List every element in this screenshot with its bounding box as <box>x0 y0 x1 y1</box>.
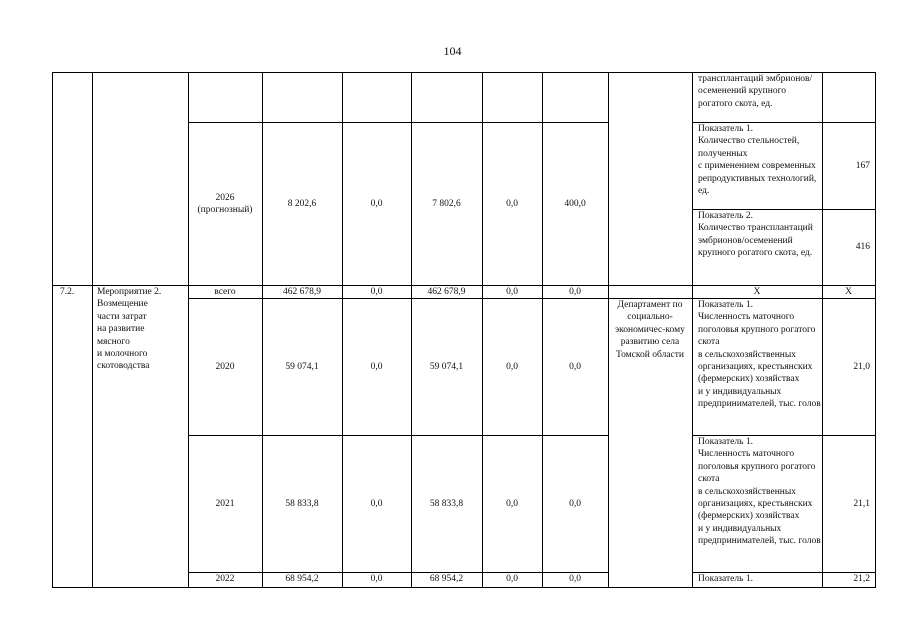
indicator-value: 21,1 <box>853 498 870 509</box>
extra-cell: 400,0 <box>564 198 586 209</box>
extra-cell: 0,0 <box>569 361 581 372</box>
regional-cell: 7 802,6 <box>432 198 461 209</box>
local-cell: 0,0 <box>506 361 518 372</box>
regional-cell: 68 954,2 <box>429 574 464 584</box>
total-cell: 58 833,8 <box>285 498 319 509</box>
indicator-value: 416 <box>855 242 870 253</box>
year-cell: 2021 <box>215 498 235 509</box>
indicator-value: X <box>845 287 852 297</box>
local-cell: 0,0 <box>506 498 518 509</box>
total-cell: 59 074,1 <box>285 361 319 372</box>
local-cell: 0,0 <box>506 198 518 209</box>
federal-cell: 0,0 <box>370 498 383 509</box>
total-cell: 68 954,2 <box>285 574 319 584</box>
indicator-text: Показатель 1. Численность маточного поголовья крупного рогатого скота в сельскохозяйственных организациях, крестьянских (фермерских) хозяйствах и у индивидуальных предпринимателей, тыс. голов <box>698 437 821 547</box>
indicator-text: Показатель 2. Количество трансплантаций эмбрионов/осеменений крупного рогатого скота, ед. <box>698 211 813 259</box>
regional-cell: 58 833,8 <box>429 498 464 509</box>
indicator-value: 21,0 <box>853 361 870 372</box>
program-table <box>52 72 876 588</box>
indicator-text: трансплантаций эмбрионов/осеменений крупного рогатого скота, ед. <box>698 74 813 109</box>
total-cell: 462 678,9 <box>283 287 321 297</box>
indicator-text: Показатель 1. Численность маточного поголовья крупного рогатого скота в сельскохозяйственных организациях, крестьянских (фермерских) хозяйствах и у индивидуальных предпринимателей, тыс. голов <box>698 300 821 410</box>
extra-cell: 0,0 <box>569 574 581 584</box>
extra-cell: 0,0 <box>569 498 581 509</box>
local-cell: 0,0 <box>506 574 518 584</box>
measure-number: 7.2. <box>60 287 75 297</box>
federal-cell: 0,0 <box>370 287 383 297</box>
federal-cell: 0,0 <box>370 574 383 584</box>
year-cell: 2026 (прогнозный) <box>197 192 253 215</box>
indicator-text: Показатель 1. <box>698 574 753 584</box>
local-cell: 0,0 <box>506 287 518 297</box>
year-cell: 2020 <box>215 361 235 372</box>
regional-cell: 59 074,1 <box>429 361 464 372</box>
measure-name: Мероприятие 2. Возмещение части затрат на развитие мясного и молочного скотоводства <box>97 287 162 372</box>
year-cell: всего <box>214 287 236 297</box>
page-number: 104 <box>443 44 462 58</box>
indicator-value: 167 <box>855 160 870 171</box>
total-cell: 8 202,6 <box>287 198 317 209</box>
federal-cell: 0,0 <box>370 198 383 209</box>
federal-cell: 0,0 <box>370 361 383 372</box>
indicator-value: 21,2 <box>853 574 870 584</box>
year-cell: 2022 <box>215 574 235 584</box>
indicator-text: X <box>753 287 761 297</box>
executor-text: Департамент по социально-экономичес-кому развитию села Томской области <box>615 300 685 360</box>
indicator-text: Показатель 1. Количество стельностей, полученных с применением современных репродуктивных технологий, ед. <box>698 124 817 197</box>
extra-cell: 0,0 <box>569 287 581 297</box>
regional-cell: 462 678,9 <box>427 287 466 297</box>
